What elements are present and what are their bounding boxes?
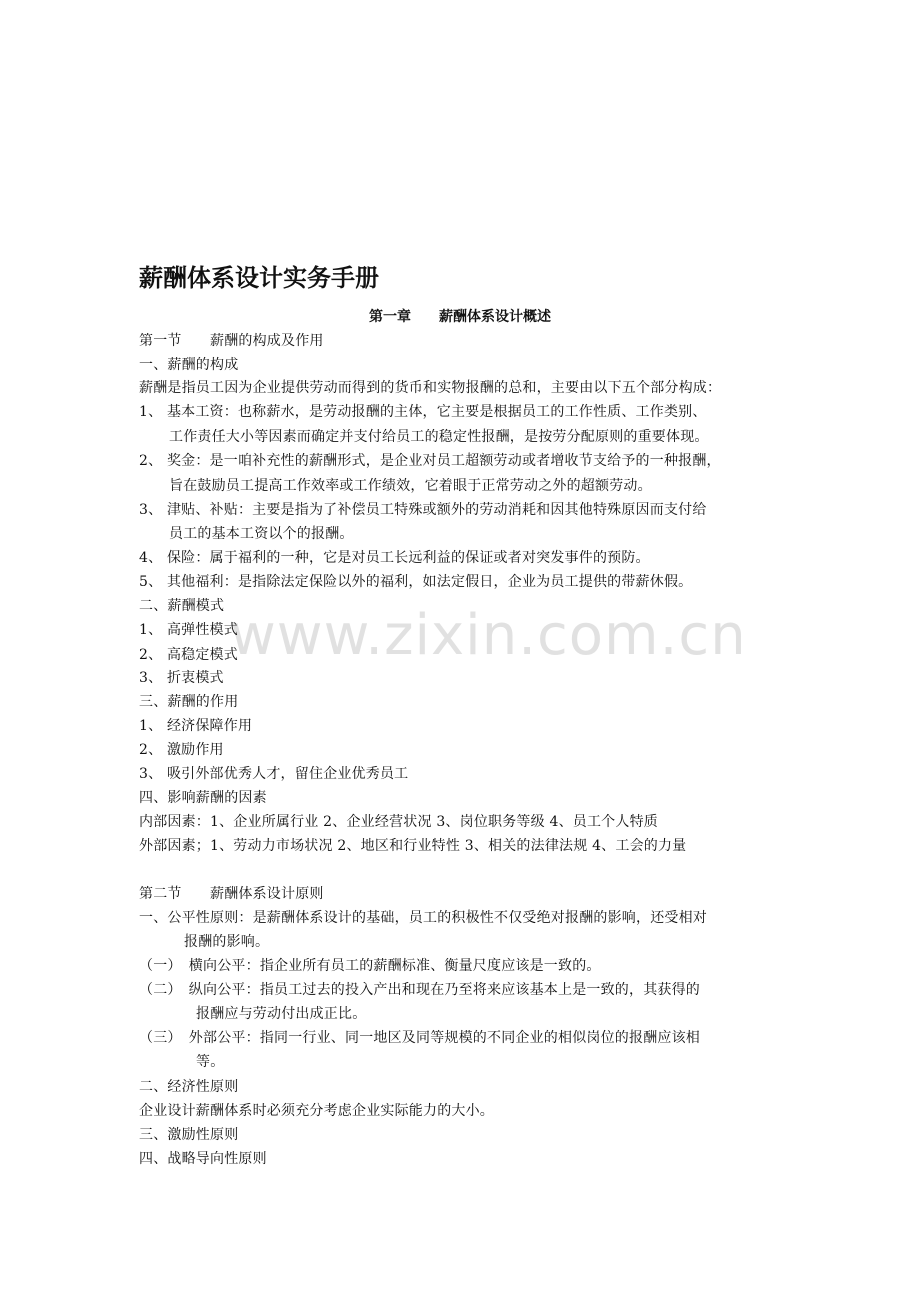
list-item-continuation: 工作责任大小等因素而确定并支付给员工的稳定性报酬，是按劳分配原则的重要体现。 — [169, 429, 709, 445]
subsection-heading: 四、战略导向性原则 — [139, 1151, 267, 1167]
subsection-heading: 四、影响薪酬的因素 — [139, 790, 267, 806]
paragraph: 内部因素：1、企业所属行业 2、企业经营状况 3、岗位职务等级 4、员工个人特质 — [139, 814, 658, 830]
list-item: 2、 激励作用 — [139, 742, 224, 758]
list-item: 3、 折衷模式 — [139, 670, 224, 686]
list-item: 4、 保险：属于福利的一种，它是对员工长远利益的保证或者对突发事件的预防。 — [139, 550, 650, 566]
subsection-heading: 三、激励性原则 — [139, 1127, 239, 1143]
list-item: 1、 经济保障作用 — [139, 718, 253, 734]
paragraph: 薪酬是指员工因为企业提供劳动而得到的货币和实物报酬的总和，主要由以下五个部分构成： — [139, 380, 722, 396]
list-item: （二） 纵向公平：指员工过去的投入产出和现在乃至将来应该基本上是一致的，其获得的 — [139, 982, 700, 998]
list-item-continuation: 等。 — [196, 1054, 225, 1070]
subsection-heading: 二、经济性原则 — [139, 1079, 239, 1095]
watermark: www.zixin.com.cn — [230, 603, 747, 668]
list-item: 2、 高稳定模式 — [139, 647, 238, 663]
list-item: 2、 奖金：是一咱补充性的薪酬形式，是企业对员工超额劳动或者增收节支给予的一种报酬， — [139, 453, 721, 469]
paragraph-continuation: 报酬的影响。 — [184, 934, 270, 950]
subsection-heading: 一、薪酬的构成 — [139, 357, 239, 373]
list-item: 1、 基本工资：也称薪水，是劳动报酬的主体，它主要是根据员工的工作性质、工作类别、 — [139, 404, 707, 420]
list-item: 5、 其他福利：是指除法定保险以外的福利，如法定假日，企业为员工提供的带薪休假。 — [139, 574, 693, 590]
paragraph: 一、公平性原则：是薪酬体系设计的基础，员工的积极性不仅受绝对报酬的影响，还受相对 — [139, 910, 707, 926]
paragraph: 外部因素；1、劳动力市场状况 2、地区和行业特性 3、相关的法律法规 4、工会的力量 — [139, 838, 687, 854]
subsection-heading: 二、薪酬模式 — [139, 598, 225, 614]
list-item: （三） 外部公平：指同一行业、同一地区及同等规模的不同企业的相似岗位的报酬应该相 — [139, 1030, 700, 1046]
section-heading: 第二节 薪酬体系设计原则 — [139, 886, 324, 902]
list-item: 1、 高弹性模式 — [139, 622, 238, 638]
subsection-heading: 三、薪酬的作用 — [139, 694, 239, 710]
document-title: 薪酬体系设计实务手册 — [139, 264, 379, 292]
list-item: 3、 吸引外部优秀人才，留住企业优秀员工 — [139, 766, 409, 782]
list-item: 3、 津贴、补贴：主要是指为了补偿员工特殊或额外的劳动消耗和因其他特殊原因而支付给 — [139, 502, 707, 518]
chapter-heading: 第一章 薪酬体系设计概述 — [369, 309, 551, 325]
list-item: （一） 横向公平：指企业所有员工的薪酬标准、衡量尺度应该是一致的。 — [139, 958, 601, 974]
list-item-continuation: 员工的基本工资以个的报酬。 — [169, 526, 354, 542]
list-item-continuation: 旨在鼓励员工提高工作效率或工作绩效，它着眼于正常劳动之外的超额劳动。 — [169, 478, 652, 494]
section-heading: 第一节 薪酬的构成及作用 — [139, 333, 324, 349]
list-item-continuation: 报酬应与劳动付出成正比。 — [196, 1006, 367, 1022]
paragraph: 企业设计薪酬体系时必须充分考虑企业实际能力的大小。 — [139, 1103, 494, 1119]
